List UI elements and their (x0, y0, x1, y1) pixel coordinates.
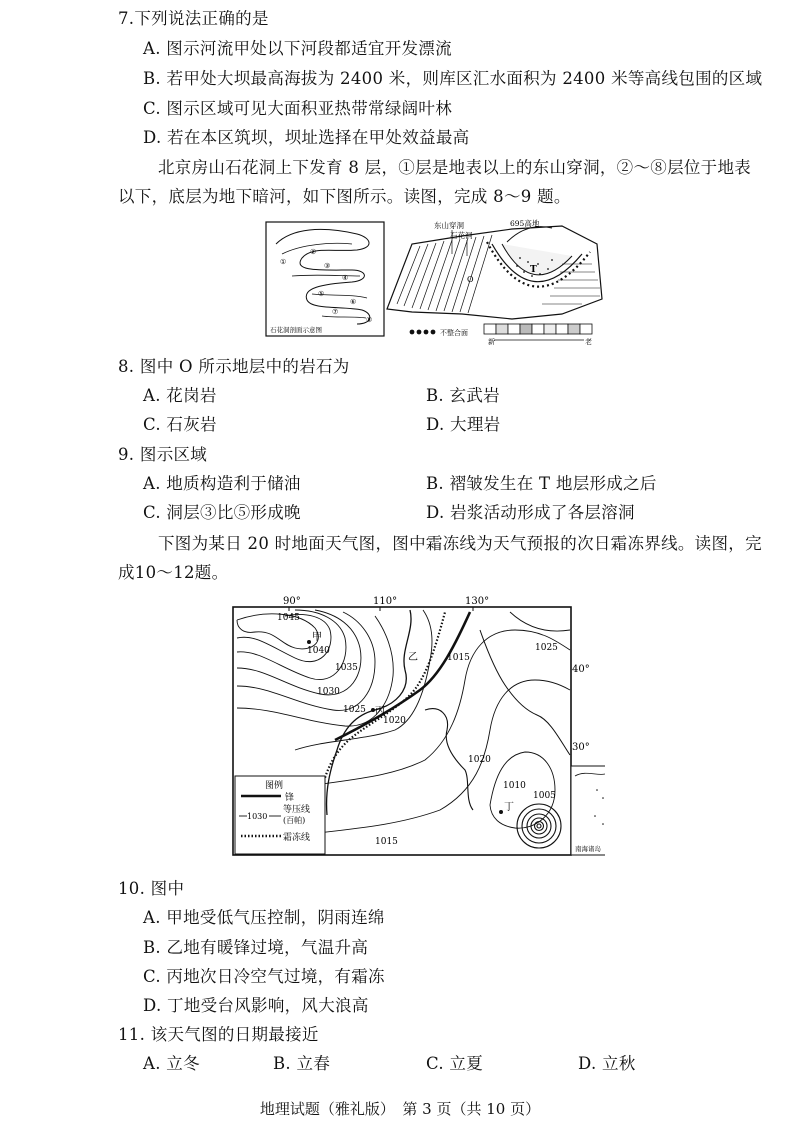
isobar-label-1035: 1035 (335, 663, 358, 673)
place-bing: 丙 (375, 706, 385, 717)
lon-label-110: 110° (373, 596, 398, 607)
q7-option-d: D. 若在本区筑坝，坝址选择在甲处效益最高 (143, 128, 470, 147)
cave-profile-caption: 石花洞剖面示意图 (270, 326, 322, 334)
isobar-label-1010: 1010 (503, 781, 526, 791)
passage2-line1: 下图为某日 20 时地面天气图，图中霜冻线为天气预报的次日霜冻界线。读图，完 (158, 534, 762, 553)
lon-label-90: 90° (283, 596, 301, 607)
isobar-label-1015-south: 1015 (375, 837, 398, 847)
place-yi: 乙 (408, 652, 418, 663)
isobar-label-1025: 1025 (343, 705, 366, 715)
lat-label-30: 30° (572, 742, 590, 753)
isobar-label-1030: 1030 (317, 687, 340, 697)
q9-option-b: B. 褶皱发生在 T 地层形成之后 (426, 474, 657, 493)
label-dongshan: 东山穿洞 (434, 221, 464, 230)
q10-option-d: D. 丁地受台风影响，风大浪高 (143, 996, 369, 1015)
cave-level-3: ③ (324, 262, 331, 270)
isobar-label-1020-east: 1020 (468, 755, 491, 765)
q9-option-a: A. 地质构造利于储油 (143, 474, 301, 493)
cave-level-8: ⑧ (366, 316, 373, 324)
cave-level-2: ② (310, 248, 317, 256)
q11-stem: 11. 该天气图的日期最接近 (118, 1025, 319, 1044)
legend-title: 图例 (265, 781, 284, 791)
lon-label-130: 130° (465, 596, 490, 607)
isobar-label-1005: 1005 (533, 791, 556, 801)
strata-block (387, 226, 602, 319)
q10-stem: 10. 图中 (118, 879, 185, 898)
weather-map (225, 590, 605, 860)
q11-option-a: A. 立冬 (143, 1054, 200, 1073)
q8-option-a: A. 花岗岩 (143, 386, 217, 405)
passage2-line2: 成10～12题。 (118, 563, 229, 582)
q8-option-c: C. 石灰岩 (143, 415, 217, 434)
label-695: 695高地 (510, 219, 540, 228)
legend-isobar-value: 1030 (247, 812, 268, 821)
q7-stem: 7.下列说法正确的是 (118, 9, 269, 28)
legend-front: 锋 (285, 793, 295, 803)
legend-old: 老 (585, 338, 592, 346)
isobar-label-1045: 1045 (277, 613, 300, 623)
cave-level-1: ① (280, 258, 287, 266)
cave-section-figure (262, 214, 608, 346)
q11-option-c: C. 立夏 (426, 1054, 484, 1073)
cave-level-6: ⑥ (350, 298, 357, 306)
q11-option-d: D. 立秋 (578, 1054, 636, 1073)
legend-frost: 霜冻线 (283, 833, 311, 843)
weather-legend (235, 776, 325, 854)
legend-isobar-unit: (百帕) (283, 816, 306, 825)
place-ding: 丁 (504, 802, 514, 813)
q8-option-d: D. 大理岩 (426, 415, 501, 434)
legend-isobar: 等压线 (283, 805, 311, 815)
isobar-label-1015-north: 1015 (447, 653, 470, 663)
inset-label: 南海诸岛 (575, 845, 601, 853)
q9-option-c: C. 洞层③比⑤形成晚 (143, 503, 301, 522)
q8-option-b: B. 玄武岩 (426, 386, 500, 405)
label-shihua: 石花洞 (450, 231, 473, 240)
passage1-line2: 以下，底层为地下暗河，如下图所示。读图，完成 8～9 题。 (118, 187, 571, 206)
q10-option-a: A. 甲地受低气压控制，阴雨连绵 (143, 908, 385, 927)
q7-option-c: C. 图示区域可见大面积亚热带常绿阔叶林 (143, 99, 453, 118)
legend-unconformity: 不整合面 (440, 329, 468, 337)
passage1-line1: 北京房山石花洞上下发育 8 层，①层是地表以上的东山穿洞，②～⑧层位于地表 (158, 158, 752, 177)
cave-level-5: ⑤ (318, 290, 325, 298)
cave-level-7: ⑦ (332, 308, 339, 316)
label-o: O (467, 275, 474, 284)
q8-stem: 8. 图中 O 所示地层中的岩石为 (118, 357, 350, 376)
q9-option-d: D. 岩浆活动形成了各层溶洞 (426, 503, 635, 522)
q7-option-a: A. 图示河流甲处以下河段都适宜开发漂流 (143, 39, 452, 58)
label-t: T (530, 265, 537, 275)
lat-label-40: 40° (572, 664, 590, 675)
isobar-label-1040: 1040 (307, 646, 330, 656)
place-jia: 甲 (312, 632, 322, 643)
q10-option-c: C. 丙地次日冷空气过境，有霜冻 (143, 967, 385, 986)
legend-new: 新 (488, 338, 495, 346)
q10-option-b: B. 乙地有暖锋过境，气温升高 (143, 938, 369, 957)
q7-option-b: B. 若甲处大坝最高海拔为 2400 米，则库区汇水面积为 2400 米等高线包围的区域 (143, 69, 763, 88)
cave-legend (410, 324, 592, 346)
isobar-label-1025-east: 1025 (535, 643, 558, 653)
cave-level-4: ④ (342, 274, 349, 282)
south-sea-inset (571, 766, 605, 855)
q9-stem: 9. 图示区域 (118, 445, 208, 464)
isobar-label-1020: 1020 (383, 716, 406, 726)
q11-option-b: B. 立春 (273, 1054, 331, 1073)
page-footer: 地理试题（雅礼版） 第 3 页（共 10 页） (259, 1100, 541, 1118)
